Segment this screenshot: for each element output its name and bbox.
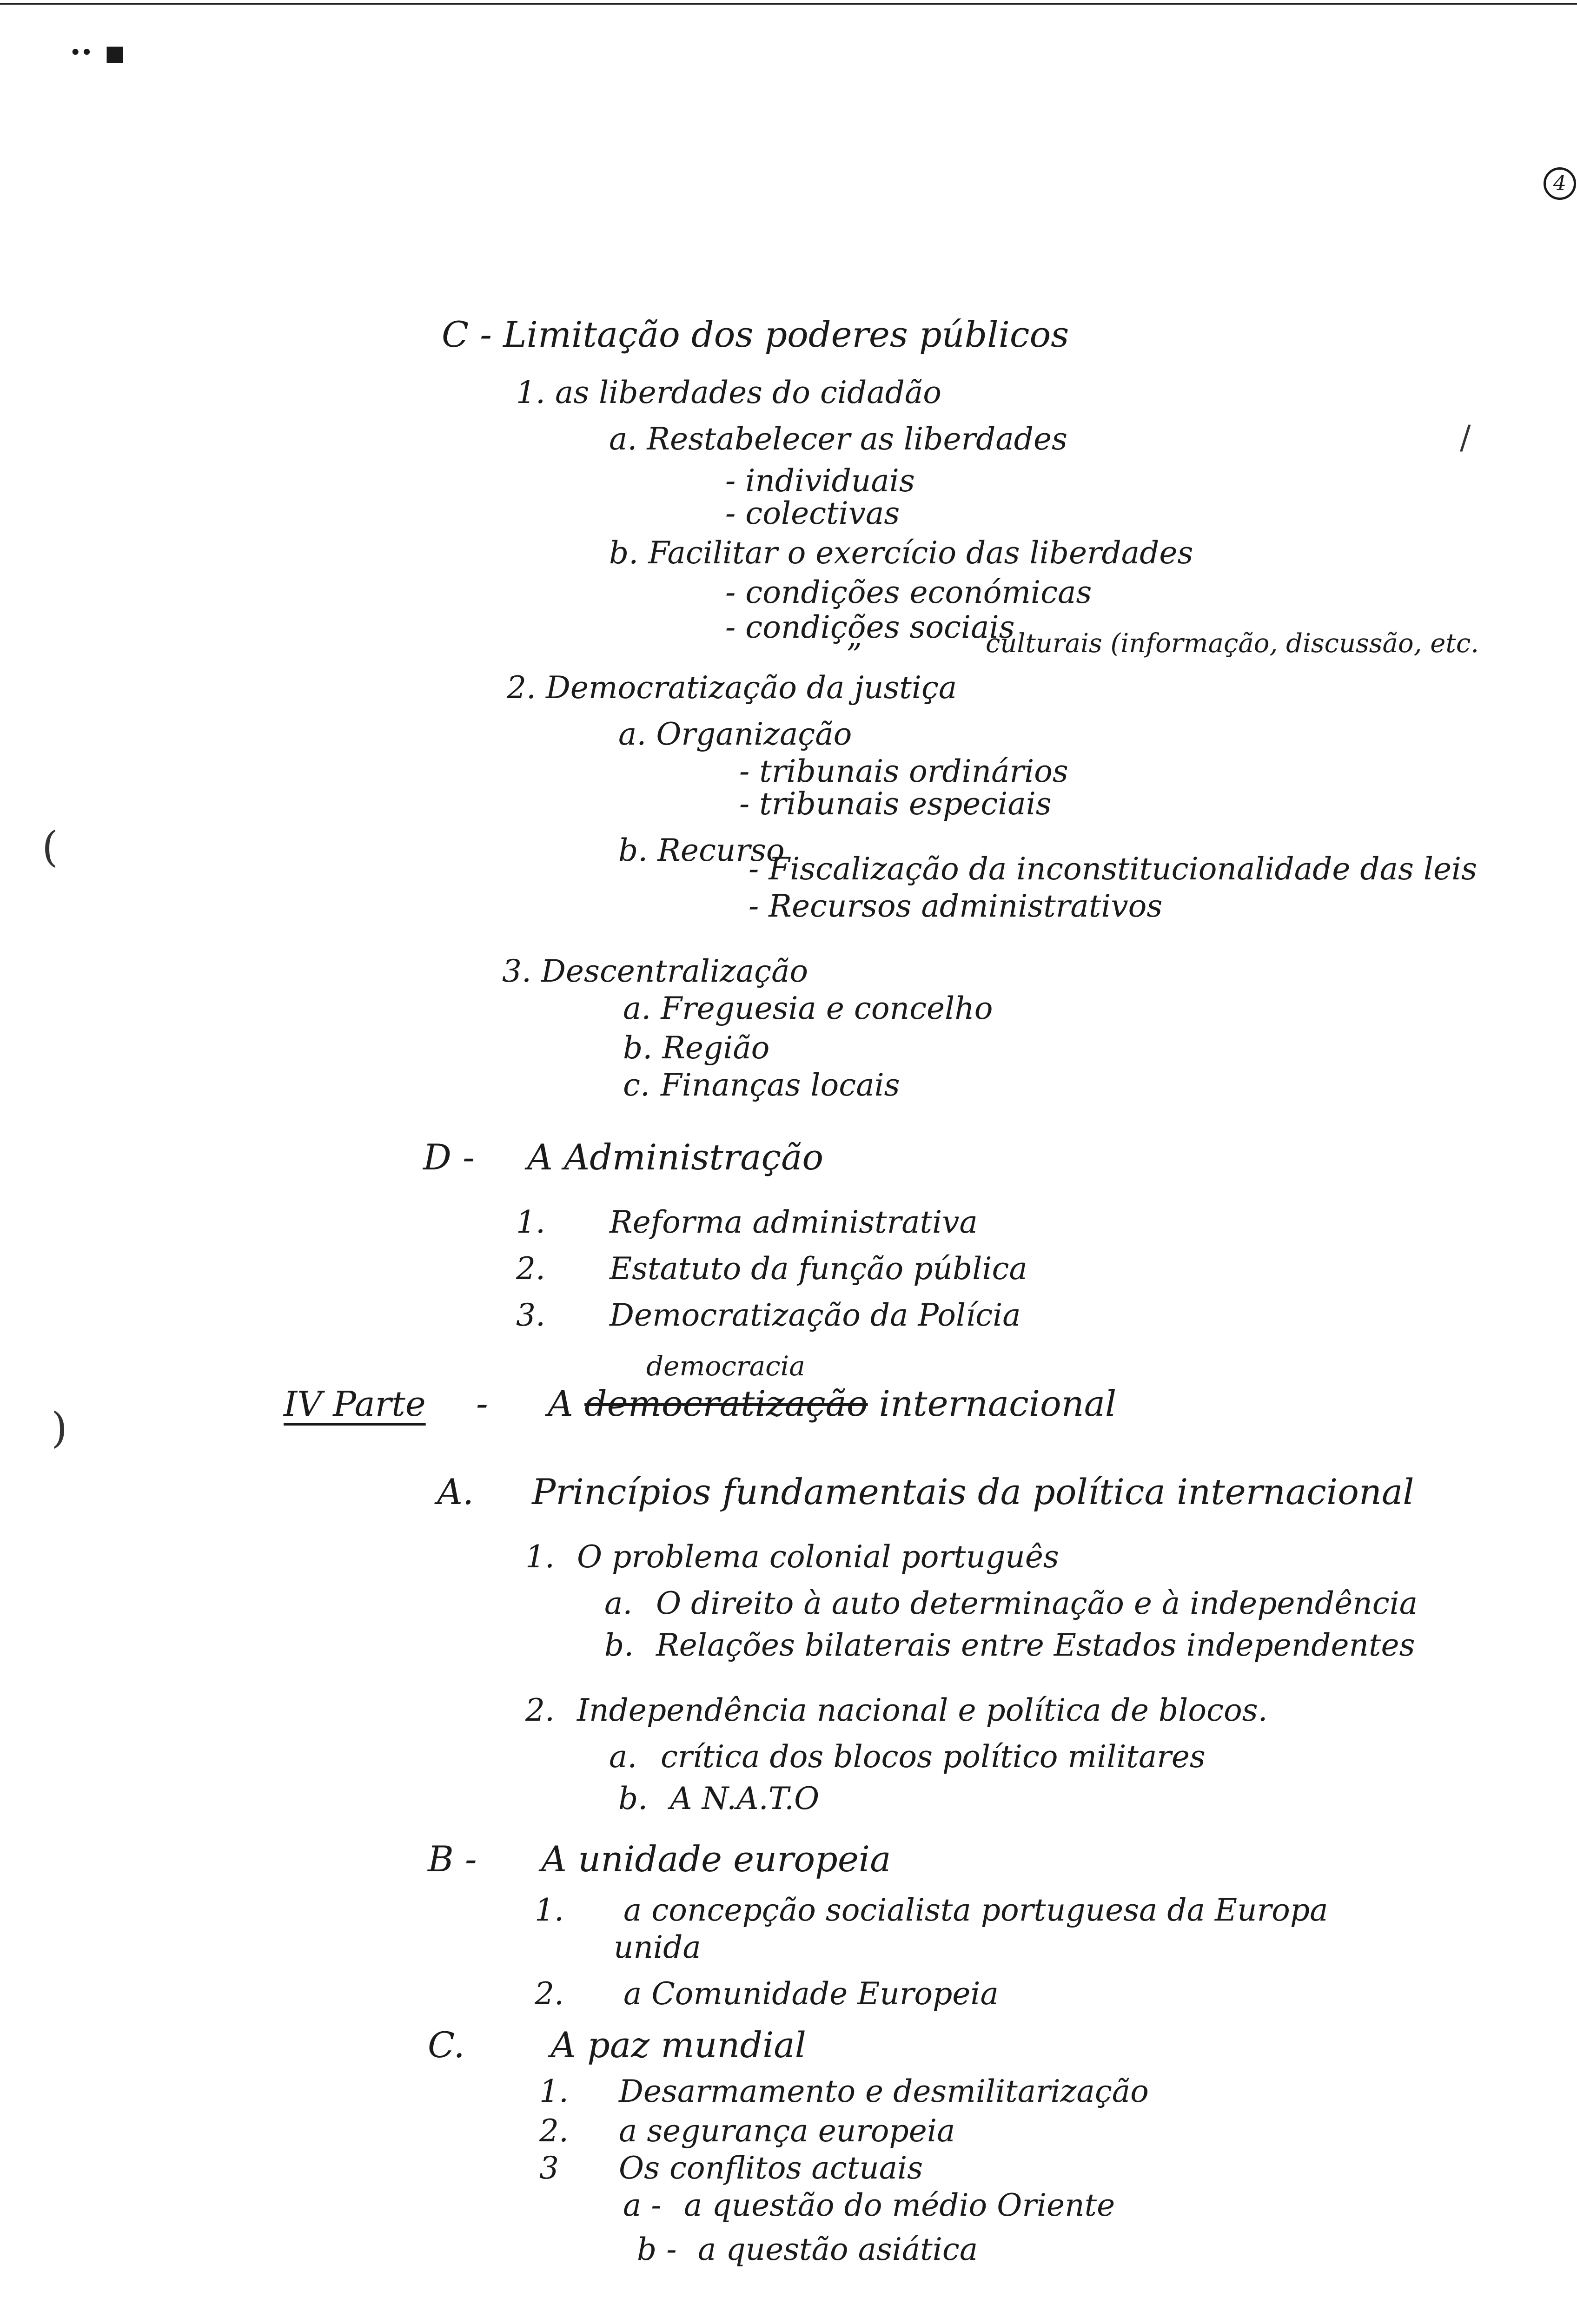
item-cc2 — [539, 2113, 955, 2150]
item-c2a-ii: - tribunais especiais — [739, 786, 1052, 822]
item-c3a — [623, 990, 993, 1027]
item-c1b-ditto: ” — [846, 637, 862, 673]
item-a2-text: Independência nacional e política de blocos. — [576, 1692, 1268, 1728]
item-c1b-marker: b. — [609, 535, 639, 571]
section-d-title: A Administração — [527, 1136, 824, 1178]
section-a-heading — [437, 1473, 1414, 1511]
item-a1-text: O problema colonial português — [576, 1539, 1059, 1575]
item-c1b-ii: - condições sociais — [725, 609, 1015, 645]
item-c1b — [609, 535, 1193, 572]
section-c-title: Limitação dos poderes públicos — [503, 314, 1069, 355]
item-b2 — [535, 1975, 999, 2013]
item-c3c-text: Finanças locais — [660, 1067, 900, 1103]
item-cc3-marker: 3 — [539, 2150, 559, 2186]
item-c2b-marker: b. — [618, 832, 648, 868]
item-c2a — [618, 716, 852, 753]
item-a1a-text: O direito à auto determinação e à independência — [656, 1585, 1418, 1621]
item-cc1-marker: 1. — [539, 2073, 569, 2109]
section-d-heading — [423, 1136, 824, 1178]
part4-dash: - — [476, 1383, 488, 1424]
scan-speck-marks: ·· ▪ — [70, 33, 126, 71]
item-c3-marker: 3. — [502, 953, 531, 989]
item-c2b-ii: - Recursos administrativos — [749, 888, 1163, 924]
item-c1a-ii: - colectivas — [725, 495, 900, 531]
item-c3a-text: Freguesia e concelho — [661, 990, 993, 1026]
item-a2b — [618, 1780, 819, 1817]
item-a2 — [525, 1692, 1268, 1729]
item-c1b-iii: culturais (informação, discussão, etc. — [986, 628, 1479, 659]
item-a2a-marker: a. — [609, 1739, 637, 1775]
item-c2-marker: 2. — [507, 670, 536, 706]
item-c2 — [507, 669, 957, 706]
item-cc2-marker: 2. — [539, 2113, 569, 2149]
item-c2a-text: Organização — [656, 716, 852, 752]
section-cc-title: A paz mundial — [550, 2024, 806, 2066]
item-c2b-text: Recurso — [657, 832, 785, 868]
item-a2b-text: A N.A.T.O — [669, 1781, 820, 1816]
item-cc1-text: Desarmamento e desmilitarização — [618, 2073, 1149, 2109]
section-a-title: Princípios fundamentais da política internacional — [532, 1471, 1414, 1512]
item-cc3 — [539, 2150, 923, 2187]
item-c3c — [623, 1067, 900, 1104]
item-d1-marker: 1. — [516, 1204, 545, 1240]
item-cc3a-text: a questão do médio Oriente — [683, 2187, 1115, 2223]
item-c1-text: as liberdades do cidadão — [555, 375, 941, 410]
section-b-heading — [428, 1838, 891, 1880]
item-d1-text: Reforma administrativa — [609, 1204, 978, 1240]
section-b-marker: B - — [428, 1838, 477, 1880]
item-c3b — [623, 1030, 769, 1067]
item-c3 — [502, 953, 808, 990]
item-c3a-marker: a. — [623, 990, 651, 1026]
item-c2b-i: - Fiscalização da inconstitucionalidade das leis — [749, 851, 1478, 887]
margin-bracket-mark: ) — [51, 1404, 68, 1452]
item-a2a — [609, 1738, 1206, 1776]
item-c1a-i: - individuais — [725, 463, 915, 499]
section-a-marker: A. — [437, 1471, 474, 1512]
item-b2-text: a Comunidade Europeia — [623, 1976, 999, 2012]
part4-article: A — [548, 1383, 573, 1424]
item-c1a — [609, 421, 1067, 458]
item-a1b-marker: b. — [604, 1627, 634, 1663]
item-c1 — [516, 374, 941, 411]
section-b-title: A unidade europeia — [541, 1838, 891, 1880]
item-b1 — [535, 1892, 1328, 1929]
item-a1a-marker: a. — [604, 1585, 633, 1621]
item-c1b-i: - condições económicas — [725, 574, 1092, 610]
item-b1-text: a concepção socialista portuguesa da Europa — [623, 1892, 1328, 1928]
page-number: 4 — [1544, 167, 1576, 200]
item-c3-text: Descentralização — [541, 953, 808, 989]
item-d3-text: Democratização da Polícia — [609, 1297, 1021, 1333]
section-c-marker: C - — [442, 314, 492, 355]
item-cc1 — [539, 2073, 1149, 2110]
item-d3 — [516, 1297, 1021, 1334]
item-c1a-marker: a. — [609, 421, 637, 457]
item-c3b-marker: b. — [623, 1030, 653, 1066]
item-cc3b — [637, 2231, 978, 2268]
item-b2-marker: 2. — [535, 1976, 564, 2012]
item-cc3b-marker: b - — [637, 2232, 677, 2267]
item-c2a-i: - tribunais ordinários — [739, 753, 1068, 789]
item-a1 — [525, 1538, 1059, 1576]
item-c1a-text: Restabelecer as liberdades — [647, 421, 1067, 457]
item-d2-text: Estatuto da função pública — [609, 1251, 1027, 1287]
item-a2b-marker: b. — [618, 1781, 648, 1816]
item-c1-marker: 1. — [516, 375, 545, 410]
item-cc3b-text: a questão asiática — [697, 2232, 978, 2267]
part4-struck-word: democratização — [584, 1383, 868, 1424]
item-d2 — [516, 1250, 1027, 1287]
part4-rest: internacional — [879, 1383, 1117, 1424]
item-c1b-text: Facilitar o exercício das liberdades — [648, 535, 1193, 571]
item-cc3-text: Os conflitos actuais — [618, 2150, 923, 2186]
item-cc3a-marker: a - — [623, 2187, 662, 2223]
item-a1b — [604, 1627, 1415, 1664]
item-a2-marker: 2. — [525, 1692, 555, 1728]
item-cc2-text: a segurança europeia — [618, 2113, 955, 2149]
part4-heading — [284, 1385, 1116, 1423]
scan-top-edge — [0, 3, 1577, 5]
item-a1b-text: Relações bilaterais entre Estados independentes — [656, 1627, 1415, 1663]
margin-tick-mark: / — [1460, 418, 1471, 456]
part4-label: IV Parte — [284, 1384, 426, 1424]
section-cc-heading — [428, 2024, 806, 2066]
item-c3b-text: Região — [662, 1030, 770, 1066]
item-b1-marker: 1. — [535, 1892, 564, 1928]
item-c2-text: Democratização da justiça — [545, 670, 957, 706]
item-d3-marker: 3. — [516, 1297, 545, 1333]
item-a1-marker: 1. — [525, 1539, 555, 1575]
margin-bracket-mark: ( — [42, 823, 59, 872]
item-b1-continuation: unida — [614, 1929, 701, 1965]
item-c2a-marker: a. — [618, 716, 647, 752]
item-d1 — [516, 1204, 978, 1241]
section-c-heading — [442, 316, 1069, 353]
item-c3c-marker: c. — [623, 1067, 650, 1103]
item-a1a — [604, 1585, 1418, 1622]
section-d-marker: D - — [423, 1136, 475, 1178]
item-a2a-text: crítica dos blocos político militares — [660, 1739, 1206, 1775]
section-cc-marker: C. — [428, 2024, 465, 2066]
part4-insert-word: democracia — [646, 1350, 805, 1382]
item-d2-marker: 2. — [516, 1251, 545, 1287]
item-cc3a — [623, 2187, 1115, 2224]
